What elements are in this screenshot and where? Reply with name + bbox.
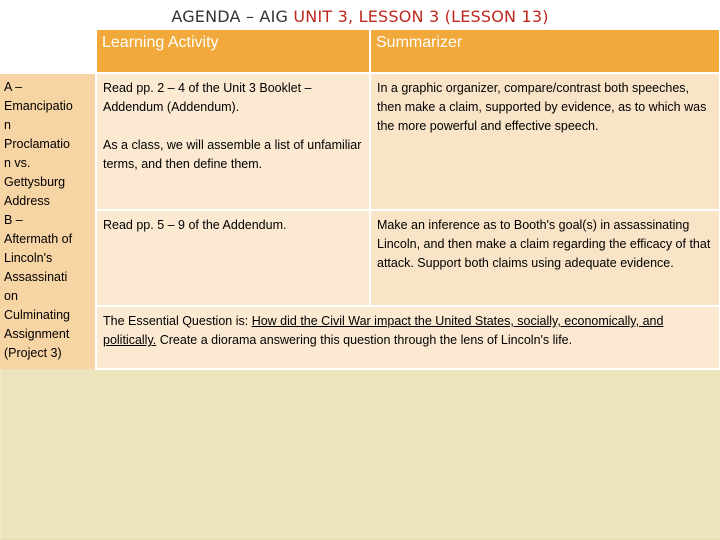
row-b-summarizer-text: Make an inference as to Booth's goal(s) in assassinating Lincoln, and then make a claim regarding the efficacy of that attack. Support both claims using adequate evidence. — [377, 218, 711, 270]
row-a-summarizer — [370, 73, 720, 210]
row-b-activity-text: Read pp. 5 – 9 of the Addendum. — [103, 218, 287, 232]
title-prefix: AGENDA – AIG — [171, 7, 294, 26]
title-highlight: UNIT 3, LESSON 3 (LESSON 13) — [293, 7, 549, 26]
row-c-culminating — [96, 306, 720, 369]
header-learning-activity: Learning Activity — [96, 29, 370, 73]
row-a-activity — [96, 73, 370, 210]
row-b-activity — [96, 210, 370, 306]
section-labels — [0, 73, 96, 369]
row-a-activity-1: Read pp. 2 – 4 of the Unit 3 Booklet – Addendum (Addendum). — [103, 81, 312, 114]
essential-question: How did the Civil War impact the United States, socially, economically, and politically. — [103, 314, 664, 347]
row-c-suffix: Create a diorama answering this question through the lens of Lincoln's life. — [156, 333, 573, 347]
row-a-summarizer-text: In a graphic organizer, compare/contrast both speeches, then make a claim, supported by evidence, as to which was the more powerful and effective speech. — [377, 81, 707, 133]
agenda-table — [0, 28, 720, 370]
header-blank-cell — [0, 29, 96, 73]
section-labels-text: A – Emancipatio n Proclamatio n vs. Gettysburg Address B – Aftermath of Lincoln's Assassinati on Culminating Assignment (Project 3) — [4, 80, 73, 360]
row-a-activity-2: As a class, we will assemble a list of unfamiliar terms, and then define them. — [103, 138, 362, 171]
header-summarizer: Summarizer — [370, 29, 720, 73]
row-b-summarizer — [370, 210, 720, 306]
slide-title — [0, 7, 720, 26]
row-c-prefix: The Essential Question is: — [103, 314, 252, 328]
slide-background-texture — [0, 368, 720, 540]
